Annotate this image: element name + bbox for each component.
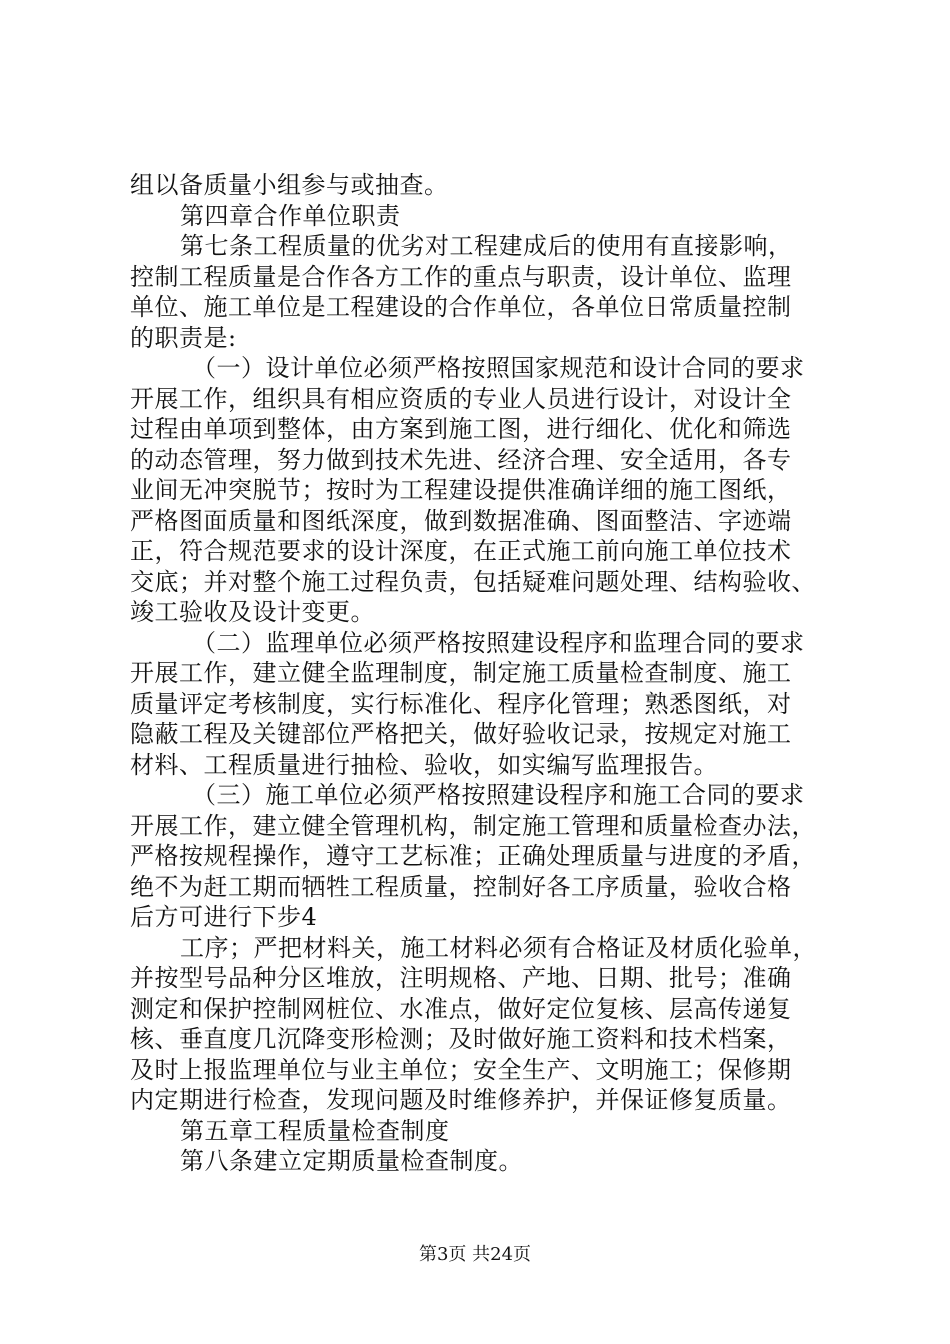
text-line: 正，符合规范要求的设计深度，在正式施工前向施工单位技术 [130, 537, 792, 565]
text-line: 的动态管理，努力做到技术先进、经济合理、安全适用，各专 [130, 445, 792, 474]
text-line: 严格按规程操作，遵守工艺标准；正确处理质量与进度的矛盾， [130, 842, 816, 870]
list-item-text: （三）施工单位必须严格按照建设程序和施工合同的要求 [192, 781, 805, 809]
text-line: 绝不为赶工期而牺牲工程质量，控制好各工序质量，验收合格 [130, 872, 792, 901]
text-line: 开展工作，组织具有相应资质的专业人员进行设计，对设计全 [130, 384, 792, 413]
text-line: 交底；并对整个施工过程负责，包括疑难问题处理、结构验收、 [130, 567, 816, 596]
text-line: 的职责是: [130, 323, 237, 352]
document-body [130, 170, 830, 1177]
list-item-text: （二）监理单位必须严格按照建设程序和监理合同的要求 [192, 628, 805, 657]
text-line: 业间无冲突脱节；按时为工程建设提供准确详细的施工图纸， [130, 476, 792, 504]
text-line: 及时上报监理单位与业主单位；安全生产、文明施工；保修期 [130, 1055, 792, 1084]
text-line: 测定和保护控制网桩位、水准点，做好定位复核、层高传递复 [130, 994, 792, 1023]
text-line: 组以备质量小组参与或抽查。 [130, 171, 449, 199]
chapter-heading: 第四章合作单位职责 [180, 201, 401, 230]
text-line: 核、垂直度几沉降变形检测；及时做好施工资料和技术档案， [130, 1025, 792, 1053]
text-line: 隐蔽工程及关键部位严格把关，做好验收记录，按规定对施工 [130, 720, 792, 748]
page-number-footer: 第3页 共24页 [418, 1244, 532, 1265]
text-line: 材料、工程质量进行抽检、验收，如实编写监理报告。 [130, 750, 718, 779]
article-text: 第八条建立定期质量检查制度。 [180, 1147, 523, 1175]
text-line: 开展工作，建立健全管理机构，制定施工管理和质量检查办法， [130, 811, 816, 840]
text-line: 过程由单项到整体，由方案到施工图，进行细化、优化和筛选 [130, 415, 792, 443]
text-line: 质量评定考核制度，实行标准化、程序化管理；熟悉图纸，对 [130, 689, 792, 718]
text-line: 内定期进行检查，发现问题及时维修养护，并保证修复质量。 [130, 1086, 792, 1114]
text-line: 竣工验收及设计变更。 [130, 598, 375, 626]
text-line: 工序；严把材料关，施工材料必须有合格证及材质化验单， [180, 933, 817, 962]
text-line: 并按型号品种分区堆放，注明规格、产地、日期、批号；准确 [130, 964, 792, 992]
chapter-heading: 第五章工程质量检查制度 [180, 1116, 450, 1145]
text-line: 开展工作，建立健全监理制度，制定施工质量检查制度、施工 [130, 659, 792, 687]
text-line: 后方可进行下步4 [130, 903, 318, 931]
article-text: 第七条工程质量的优劣对工程建成后的使用有直接影响， [180, 232, 793, 260]
text-line: 严格图面质量和图纸深度，做到数据准确、图面整洁、字迹端 [130, 506, 792, 535]
list-item-text: （一）设计单位必须严格按照国家规范和设计合同的要求 [192, 354, 805, 382]
text-line: 控制工程质量是合作各方工作的重点与职责，设计单位、监理 [130, 262, 792, 291]
text-line: 单位、施工单位是工程建设的合作单位，各单位日常质量控制 [130, 293, 792, 321]
